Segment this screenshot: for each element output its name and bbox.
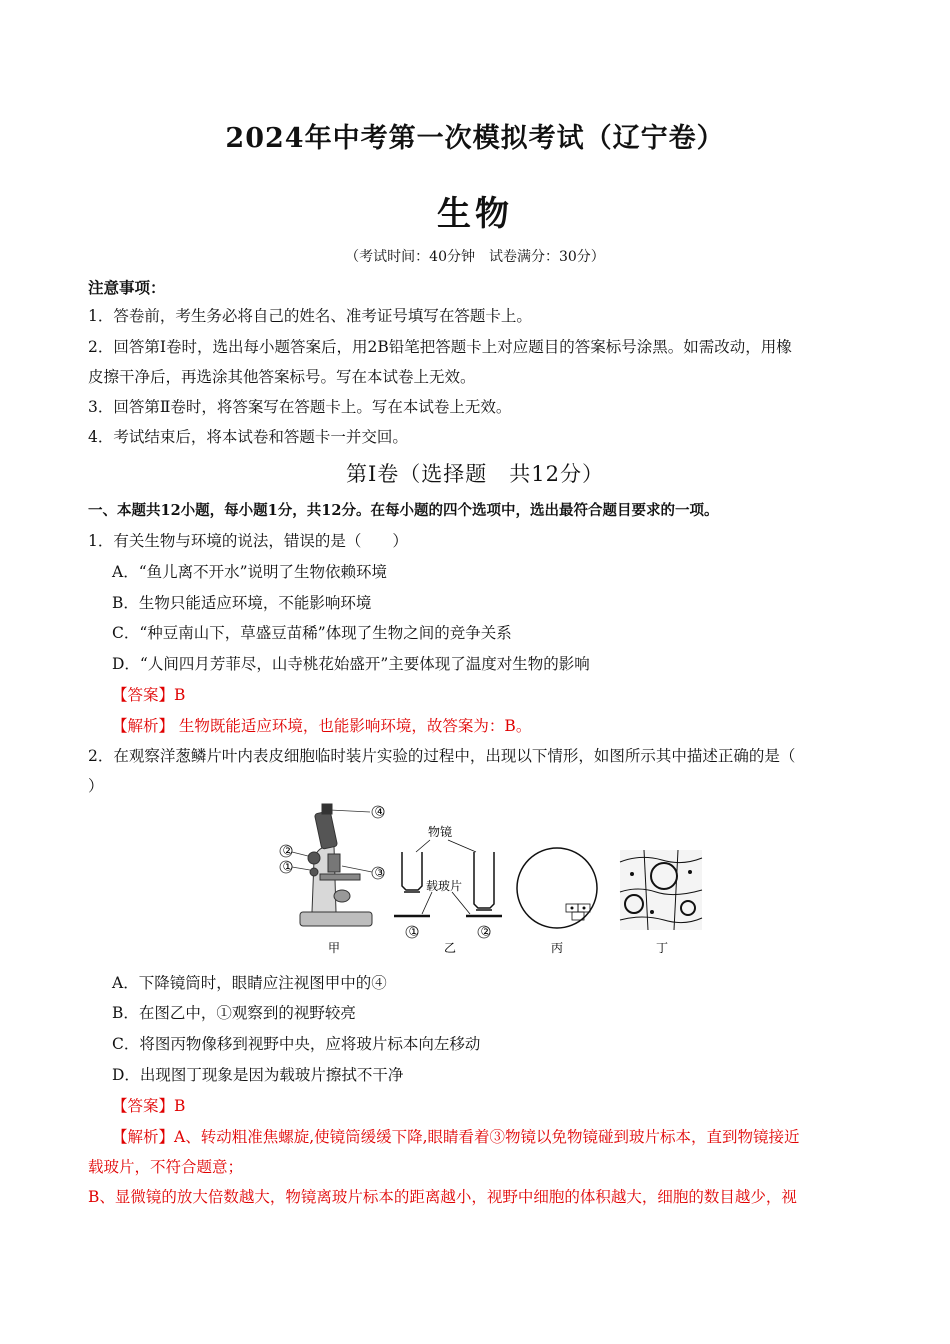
fig-yi-circle-1: ① [408,924,420,939]
subject-title: 生物 [437,194,513,234]
q1-option-c: C．“种豆南山下，草盛豆苗稀”体现了生物之间的竞争关系 [112,624,512,642]
section-title: 第Ⅰ卷（选择题 共12分） [345,462,605,486]
note-3: 3．回答第Ⅱ卷时，将答案写在答题卡上。写在本试卷上无效。 [88,398,512,416]
q2-stem-b: ） [88,777,104,795]
exam-title: 2024年中考第一次模拟考试（辽宁卷） [225,123,725,154]
q1-option-a: A．“鱼儿离不开水”说明了生物依赖环境 [112,563,388,581]
note-1: 1．答卷前，考生务必将自己的姓名、准考证号填写在答题卡上。 [88,307,532,325]
exam-info: （考试时间：40分钟 试卷满分：30分） [345,249,605,265]
q2-stem-a: 2．在观察洋葱鳞片叶内表皮细胞临时装片实验的过程中，出现以下情形，如图所示其中描述正确的是（ [88,747,796,765]
section-instruction: 一、本题共12小题，每小题1分，共12分。在每小题的四个选项中，选出最符合题目要求的一项。 [88,502,719,519]
note-2a: 2．回答第Ⅰ卷时，选出每小题答案后，用2B铅笔把答题卡上对应题目的答案标号涂黑。如需改动，用橡 [88,338,792,356]
field-of-view-illustration [517,848,597,928]
q1-option-b: B．生物只能适应环境，不能影响环境 [112,594,372,612]
q2-analysis-c: B、显微镜的放大倍数越大，物镜离玻片标本的距离越小，视野中细胞的体积越大，细胞的数目越少，视 [88,1188,797,1206]
fig-label-ding: 丁 [656,941,669,955]
figure-svg [270,800,710,960]
q1-stem: 1．有关生物与环境的说法，错误的是（ ） [88,532,408,550]
fig-slide-label: 载玻片 [426,879,463,893]
fig-circle-3: ③ [374,865,386,880]
q1-option-d: D．“人间四月芳菲尽，山寺桃花始盛开”主要体现了温度对生物的影响 [112,655,590,673]
microscope-illustration [300,804,372,926]
fig-label-bing: 丙 [551,941,564,955]
cells-with-bubbles-illustration [620,850,702,930]
fig-objective-label: 物镜 [428,825,453,839]
fig-label-yi: 乙 [444,941,457,955]
note-2b: 皮擦干净后，再选涂其他答案标号。写在本试卷上无效。 [88,368,476,386]
q2-answer: 【答案】B [112,1097,186,1115]
objective-lenses-illustration [394,840,502,916]
q2-analysis-b: 载玻片，不符合题意； [88,1158,244,1176]
q2-option-b: B．在图乙中，①观察到的视野较亮 [112,1004,356,1022]
fig-label-jia: 甲 [328,941,341,955]
fig-circle-1: ① [282,859,294,874]
q2-option-c: C．将图丙物像移到视野中央，应将玻片标本向左移动 [112,1035,481,1053]
q2-figure [270,800,710,960]
q1-answer: 【答案】B [112,686,186,704]
fig-yi-circle-2: ② [480,924,492,939]
q2-option-a: A．下降镜筒时，眼睛应注视图甲中的④ [112,974,387,992]
q1-analysis: 【解析】 生物既能适应环境，也能影响环境，故答案为：B。 [112,717,532,735]
note-4: 4．考试结束后，将本试卷和答题卡一并交回。 [88,428,408,446]
q2-option-d: D．出现图丁现象是因为载玻片擦拭不干净 [112,1066,404,1084]
fig-circle-4: ④ [374,804,386,819]
q2-analysis-a: 【解析】A、转动粗准焦螺旋,使镜筒缓缓下降,眼睛看着③物镜以免物镜碰到玻片标本，直到物镜接近 [112,1128,800,1146]
fig-circle-2: ② [282,843,294,858]
notes-heading: 注意事项： [88,278,166,297]
